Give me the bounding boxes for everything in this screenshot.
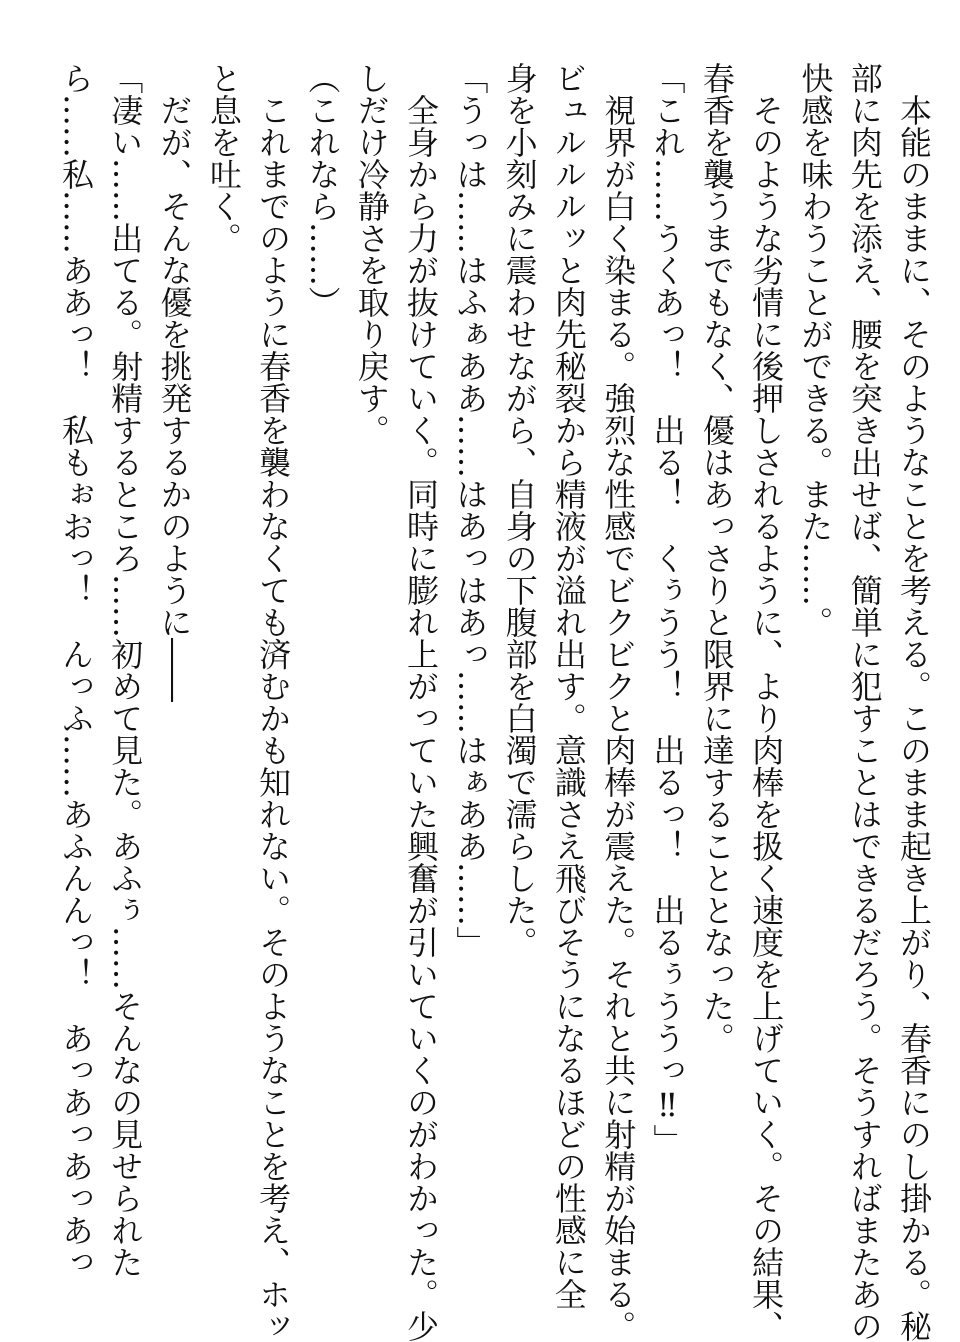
vertical-text-body (51, 62, 938, 1342)
text-line-18: ら……私……ああっ！ 私もぉおっ！ んっふ……あふんんっ！ あっあっあっあっ (56, 62, 95, 1278)
text-line-5: 春香を襲うまでもなく、優はあっさりと限界に達することとなった。 (697, 62, 736, 1054)
text-line-17: 「凄い……出てる。射精するところ……初めて見た。あふぅ……そんなの見せられた (106, 62, 145, 1278)
text-line-2: 部に肉先を添え、腰を突き出せば、簡単に犯すことはできるだろう。そうすればまたあの (845, 62, 884, 1342)
text-line-11: 全身から力が抜けていく。同時に膨れ上がっていた興奮が引いていくのがわかった。少 (402, 62, 441, 1342)
text-line-15: と息を吐く。 (204, 62, 243, 254)
text-line-7: 視界が白く染まる。強烈な性感でビクビクと肉棒が震えた。それと共に射精が始まる。 (599, 62, 638, 1342)
text-line-8: ビュルルルッと肉先秘裂から精液が溢れ出す。意識さえ飛びそうになるほどの性感に全 (549, 62, 588, 1310)
text-line-4: そのような劣情に後押しされるように、より肉棒を扱く速度を上げていく。その結果、 (747, 62, 786, 1342)
text-line-16: だが、そんな優を挑発するかのように―― (155, 62, 194, 702)
text-line-6: 「これ……うくあっ！ 出る！ くぅうう！ 出るっ！ 出るぅううっ‼」 (648, 62, 687, 1156)
text-line-1: 本能のままに、そのようなことを考える。このまま起き上がり、春香にのし掛かる。秘 (895, 62, 933, 1342)
text-line-10: 「うっは……はふぁああ……はあっはあっ……はぁああ……」 (451, 62, 490, 958)
text-line-3: 快感を味わうことができる。また……。 (796, 62, 835, 638)
text-line-14: これまでのように春香を襲わなくても済むかも知れない。そのようなことを考え、ホッ (254, 62, 293, 1342)
text-line-13: （これなら……） (303, 62, 342, 318)
text-line-12: しだけ冷静さを取り戻す。 (352, 62, 391, 446)
text-line-9: 身を小刻みに震わせながら、自身の下腹部を白濁で濡らした。 (500, 62, 539, 958)
